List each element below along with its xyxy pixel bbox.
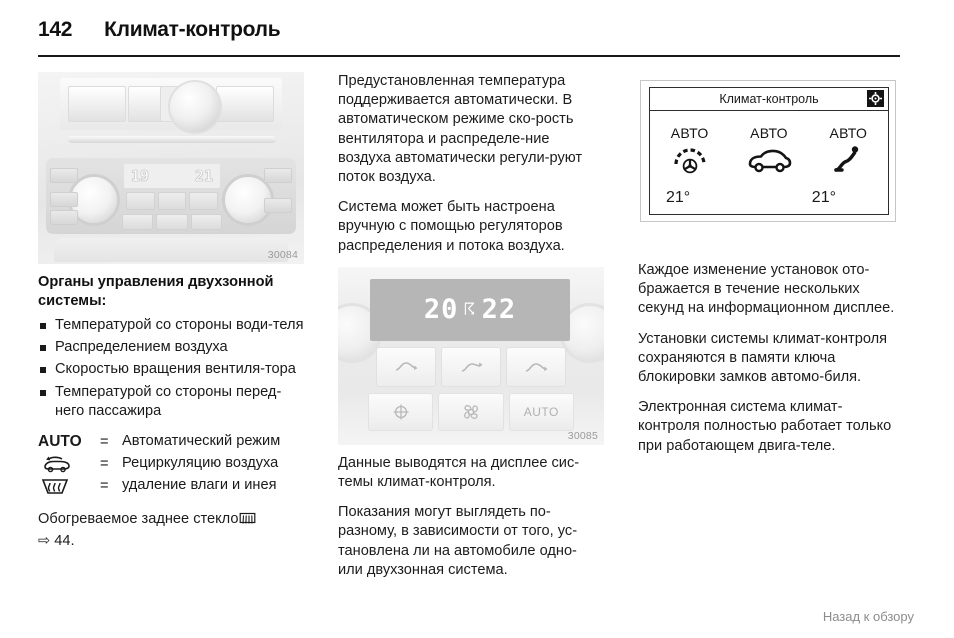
page-header	[38, 18, 900, 42]
paragraph: Предустановленная температура поддерживается автоматически. В автоматическом режиме ско-рость вентилятора и распределе-ние воздуха автоматически регули-руют поток воздуха.	[338, 73, 583, 186]
info-display-screen	[649, 87, 889, 215]
airflow-button-1	[126, 192, 155, 210]
left-column	[38, 72, 304, 612]
vent-slot-left	[68, 86, 126, 122]
display-title: Климат-контроль	[719, 92, 819, 106]
page-number: 142	[38, 18, 73, 41]
legend-equals: =	[100, 477, 109, 494]
legend-definition: Автоматический режим	[122, 433, 281, 450]
fan-button	[438, 393, 503, 431]
side-button-ac	[50, 168, 78, 183]
lcd-fan-symbol: ☈	[464, 299, 476, 320]
auto-label-symbol: AUTO	[38, 432, 82, 450]
side-button-rear-defrost	[264, 198, 292, 213]
airflow-button-2	[158, 192, 187, 210]
display-title-bar	[650, 88, 888, 111]
paragraph: Данные выводятся на дисплее сис-темы климат-контроля.	[338, 454, 580, 491]
defrost-icon	[38, 475, 100, 496]
paragraph: Показания могут выглядеть по-разному, в зависимости от того, ус-тановлена ли на автомобиле одно- или двухзонная система.	[338, 504, 578, 578]
ac-settings-icon	[867, 90, 884, 107]
side-button-recirc-1	[50, 192, 78, 207]
lcd-temp-left: 20	[423, 294, 459, 326]
list-item: Температурой со стороны води-теля	[38, 316, 304, 335]
figure-caption: 30084	[267, 249, 298, 261]
lcd-temp-left: 19	[131, 167, 150, 185]
paragraph: Каждое изменение установок ото-бражается в течение нескольких секунд на информационном дисплее.	[638, 262, 895, 317]
lcd-temp-right: 22	[481, 294, 517, 326]
auto-label: АВТО	[750, 125, 788, 141]
middle-column	[338, 72, 604, 612]
lcd-readout	[370, 279, 570, 341]
airflow-button-3	[189, 192, 218, 210]
function-button-2	[156, 214, 187, 230]
legend-row-recirculation	[38, 453, 304, 474]
figure-lcd-closeup	[338, 267, 604, 445]
dual-zone-climate-control-panel-photo	[38, 72, 304, 264]
figure-info-display	[638, 72, 904, 247]
airflow-buttons	[376, 347, 566, 387]
airflow-button-row	[126, 192, 218, 210]
climate-panel-body	[46, 158, 296, 234]
figure-dual-zone-panel	[38, 72, 304, 264]
legend-equals: =	[100, 433, 109, 450]
list-item: Распределением воздуха	[38, 338, 304, 357]
lcd-temp-right: 21	[194, 167, 213, 185]
display-temp-left: 21°	[666, 189, 691, 206]
airflow-button-feet	[376, 347, 436, 387]
rear-window-text: Обогреваемое заднее стекло	[38, 511, 239, 528]
rear-window-heater-icon	[239, 512, 256, 532]
ac-button	[368, 393, 433, 431]
function-buttons	[368, 393, 574, 431]
auto-button: AUTO	[509, 393, 574, 431]
center-console-knob	[168, 80, 222, 134]
console-base	[54, 238, 288, 262]
function-button-3	[191, 214, 222, 230]
recirculation-icon	[38, 453, 100, 474]
function-button-1	[122, 214, 153, 230]
page-ref-number: 44.	[54, 533, 75, 550]
display-cell-car	[729, 125, 808, 177]
airflow-button-windshield	[506, 347, 566, 387]
info-display-bezel	[640, 80, 896, 222]
side-button-defrost	[264, 168, 292, 183]
right-column	[638, 72, 904, 612]
legend-row-defrost	[38, 475, 304, 496]
left-subhead: Органы управления двухзонной системы:	[38, 274, 274, 309]
airflow-button-face	[441, 347, 501, 387]
paragraph: Установки системы климат-контроля сохраняются в памяти ключа блокировки замков автомо-биля.	[638, 330, 888, 386]
header-rule	[38, 55, 900, 57]
trim-strip	[68, 136, 276, 143]
figure-caption: 30085	[567, 429, 598, 442]
dashboard-vents	[60, 78, 282, 130]
display-body	[650, 111, 888, 215]
car-airflow-icon	[746, 143, 792, 177]
page-title: Климат-контроль	[104, 18, 281, 41]
dual-zone-controls-list	[38, 316, 304, 421]
panel-lcd-display	[124, 164, 220, 188]
function-button-row	[122, 214, 222, 230]
display-cell-fan	[650, 125, 729, 177]
fan-speed-icon	[670, 143, 710, 177]
legend-equals: =	[100, 455, 109, 472]
legend-definition: Рециркуляцию воздуха	[122, 455, 279, 472]
climate-control-lcd-closeup-photo	[338, 267, 604, 445]
paragraph: Электронная система климат-контроля полностью работает только при работающем двига-теле.	[638, 399, 892, 454]
legend-definition: удаление влаги и инея	[122, 477, 277, 494]
symbol-legend	[38, 431, 304, 496]
back-to-overview-link[interactable]: Назад к обзору	[822, 609, 914, 624]
lcd-screen	[370, 279, 570, 341]
vent-slot-right	[216, 86, 274, 122]
list-item: Скоростью вращения вентиля-тора	[38, 360, 304, 379]
page-ref-arrow: ⇨	[38, 533, 51, 550]
paragraph: Система может быть настроена вручную с помощью регуляторов распределения и потока воздуха.	[338, 199, 565, 254]
display-cell-seat	[809, 125, 888, 177]
display-temp-right: 21°	[811, 189, 836, 206]
rear-window-reference	[38, 510, 304, 551]
auto-label: АВТО	[829, 125, 868, 141]
list-item: Температурой со стороны перед-него пассажира	[38, 383, 304, 421]
auto-label: АВТО	[670, 125, 709, 141]
seated-person-airflow-icon	[831, 143, 865, 177]
legend-row-auto	[38, 431, 304, 452]
display-auto-row	[650, 125, 888, 177]
content-columns	[38, 72, 900, 612]
side-button-recirc-2	[50, 210, 78, 225]
